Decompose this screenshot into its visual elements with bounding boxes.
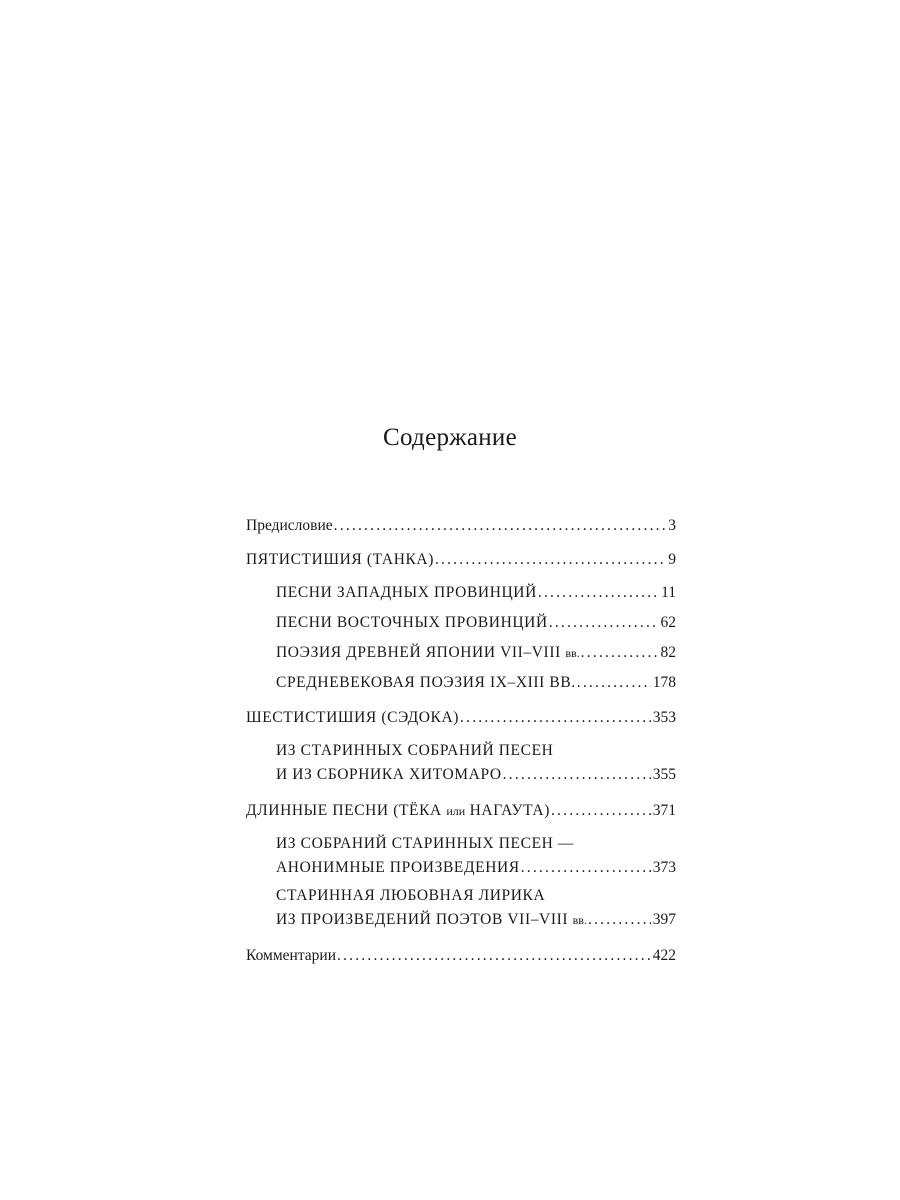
- toc-entry-love-lyrics[interactable]: [276, 884, 676, 932]
- dot-leader: [521, 856, 651, 880]
- dot-leader: [577, 671, 651, 695]
- toc-page-number: 422: [652, 947, 676, 964]
- page-title: Содержание: [383, 424, 517, 451]
- toc-entry-title-line1: ИЗ СОБРАНИЙ СТАРИННЫХ ПЕСЕН —: [276, 835, 575, 852]
- toc-entry-title: [246, 799, 550, 823]
- toc-page-number: 9: [668, 551, 676, 568]
- toc-entry-title-line2: И ИЗ СБОРНИКА ХИТОМАРО: [276, 766, 502, 783]
- toc-entry-title-line2-text: ИЗ ПРОИЗВЕДЕНИЙ ПОЭТОВ VII–VIII: [276, 911, 569, 928]
- toc-entry-part-tanka[interactable]: [246, 548, 676, 572]
- toc-entry-part-choka[interactable]: [246, 799, 676, 823]
- toc-page-number: 11: [661, 584, 676, 601]
- toc-entry-title: ШЕСТИСТИШИЯ (СЭДОКА): [246, 709, 460, 726]
- toc-page-number: 82: [660, 644, 676, 661]
- table-of-contents: [246, 514, 676, 968]
- toc-entry-comments[interactable]: [246, 944, 676, 968]
- toc-entry-title-line1: СТАРИННАЯ ЛЮБОВНАЯ ЛИРИКА: [276, 887, 546, 904]
- dot-leader: [588, 908, 651, 932]
- toc-page-number: 178: [652, 674, 676, 691]
- toc-entry-title-line2: АНОНИМНЫЕ ПРОИЗВЕДЕНИЯ: [276, 859, 520, 876]
- toc-entry-title-b: НАГАУТА): [469, 802, 550, 819]
- dot-leader: [503, 763, 651, 787]
- dot-leader: [337, 944, 651, 968]
- toc-entry-title-suffix: вв.: [565, 646, 580, 660]
- toc-entry-title-text: ПОЭЗИЯ ДРЕВНЕЙ ЯПОНИИ VII–VIII: [276, 644, 561, 661]
- toc-entry-title: Комментарии: [246, 947, 336, 964]
- toc-page-number: 371: [652, 802, 676, 819]
- toc-page-number: 353: [652, 709, 676, 726]
- dot-leader: [581, 641, 659, 665]
- toc-page-number: 62: [660, 614, 676, 631]
- toc-entry-title: Предисловие: [246, 517, 333, 534]
- dot-leader: [334, 514, 667, 538]
- toc-entry-title-line2: [276, 908, 587, 932]
- toc-entry-ancient-japan-poetry[interactable]: [276, 641, 676, 665]
- toc-entry-title: ПЕСНИ ЗАПАДНЫХ ПРОВИНЦИЙ: [276, 584, 537, 601]
- dot-leader: [551, 799, 651, 823]
- toc-entry-title-suffix: вв.: [572, 913, 587, 927]
- toc-entry-title-or: или: [446, 804, 466, 818]
- toc-entry-anonymous-works[interactable]: [276, 832, 676, 880]
- toc-entry-western-provinces[interactable]: [276, 581, 676, 605]
- toc-entry-title: ПЯТИСТИШИЯ (ТАНКА): [246, 551, 434, 568]
- toc-entry-preface[interactable]: [246, 514, 676, 538]
- toc-entry-part-sedoka[interactable]: [246, 706, 676, 730]
- toc-entry-eastern-provinces[interactable]: [276, 611, 676, 635]
- toc-entry-medieval-poetry[interactable]: [276, 671, 676, 695]
- dot-leader: [549, 611, 659, 635]
- dot-leader: [435, 548, 666, 572]
- toc-entry-title-line1: ИЗ СТАРИННЫХ СОБРАНИЙ ПЕСЕН: [276, 742, 554, 759]
- toc-entry-title: ПЕСНИ ВОСТОЧНЫХ ПРОВИНЦИЙ: [276, 614, 548, 631]
- toc-entry-title: [276, 641, 580, 665]
- toc-entry-title: СРЕДНЕВЕКОВАЯ ПОЭЗИЯ IX–XIII ВВ.: [276, 674, 576, 691]
- toc-page-number: 373: [652, 859, 676, 876]
- toc-page-number: 397: [652, 911, 676, 928]
- toc-entry-old-collections-hitomaro[interactable]: [276, 739, 676, 787]
- dot-leader: [460, 706, 651, 730]
- toc-entry-title-a: ДЛИННЫЕ ПЕСНИ (ТЁКА: [246, 802, 442, 819]
- toc-page-number: 3: [668, 517, 676, 534]
- toc-page-number: 355: [652, 766, 676, 783]
- dot-leader: [538, 581, 659, 605]
